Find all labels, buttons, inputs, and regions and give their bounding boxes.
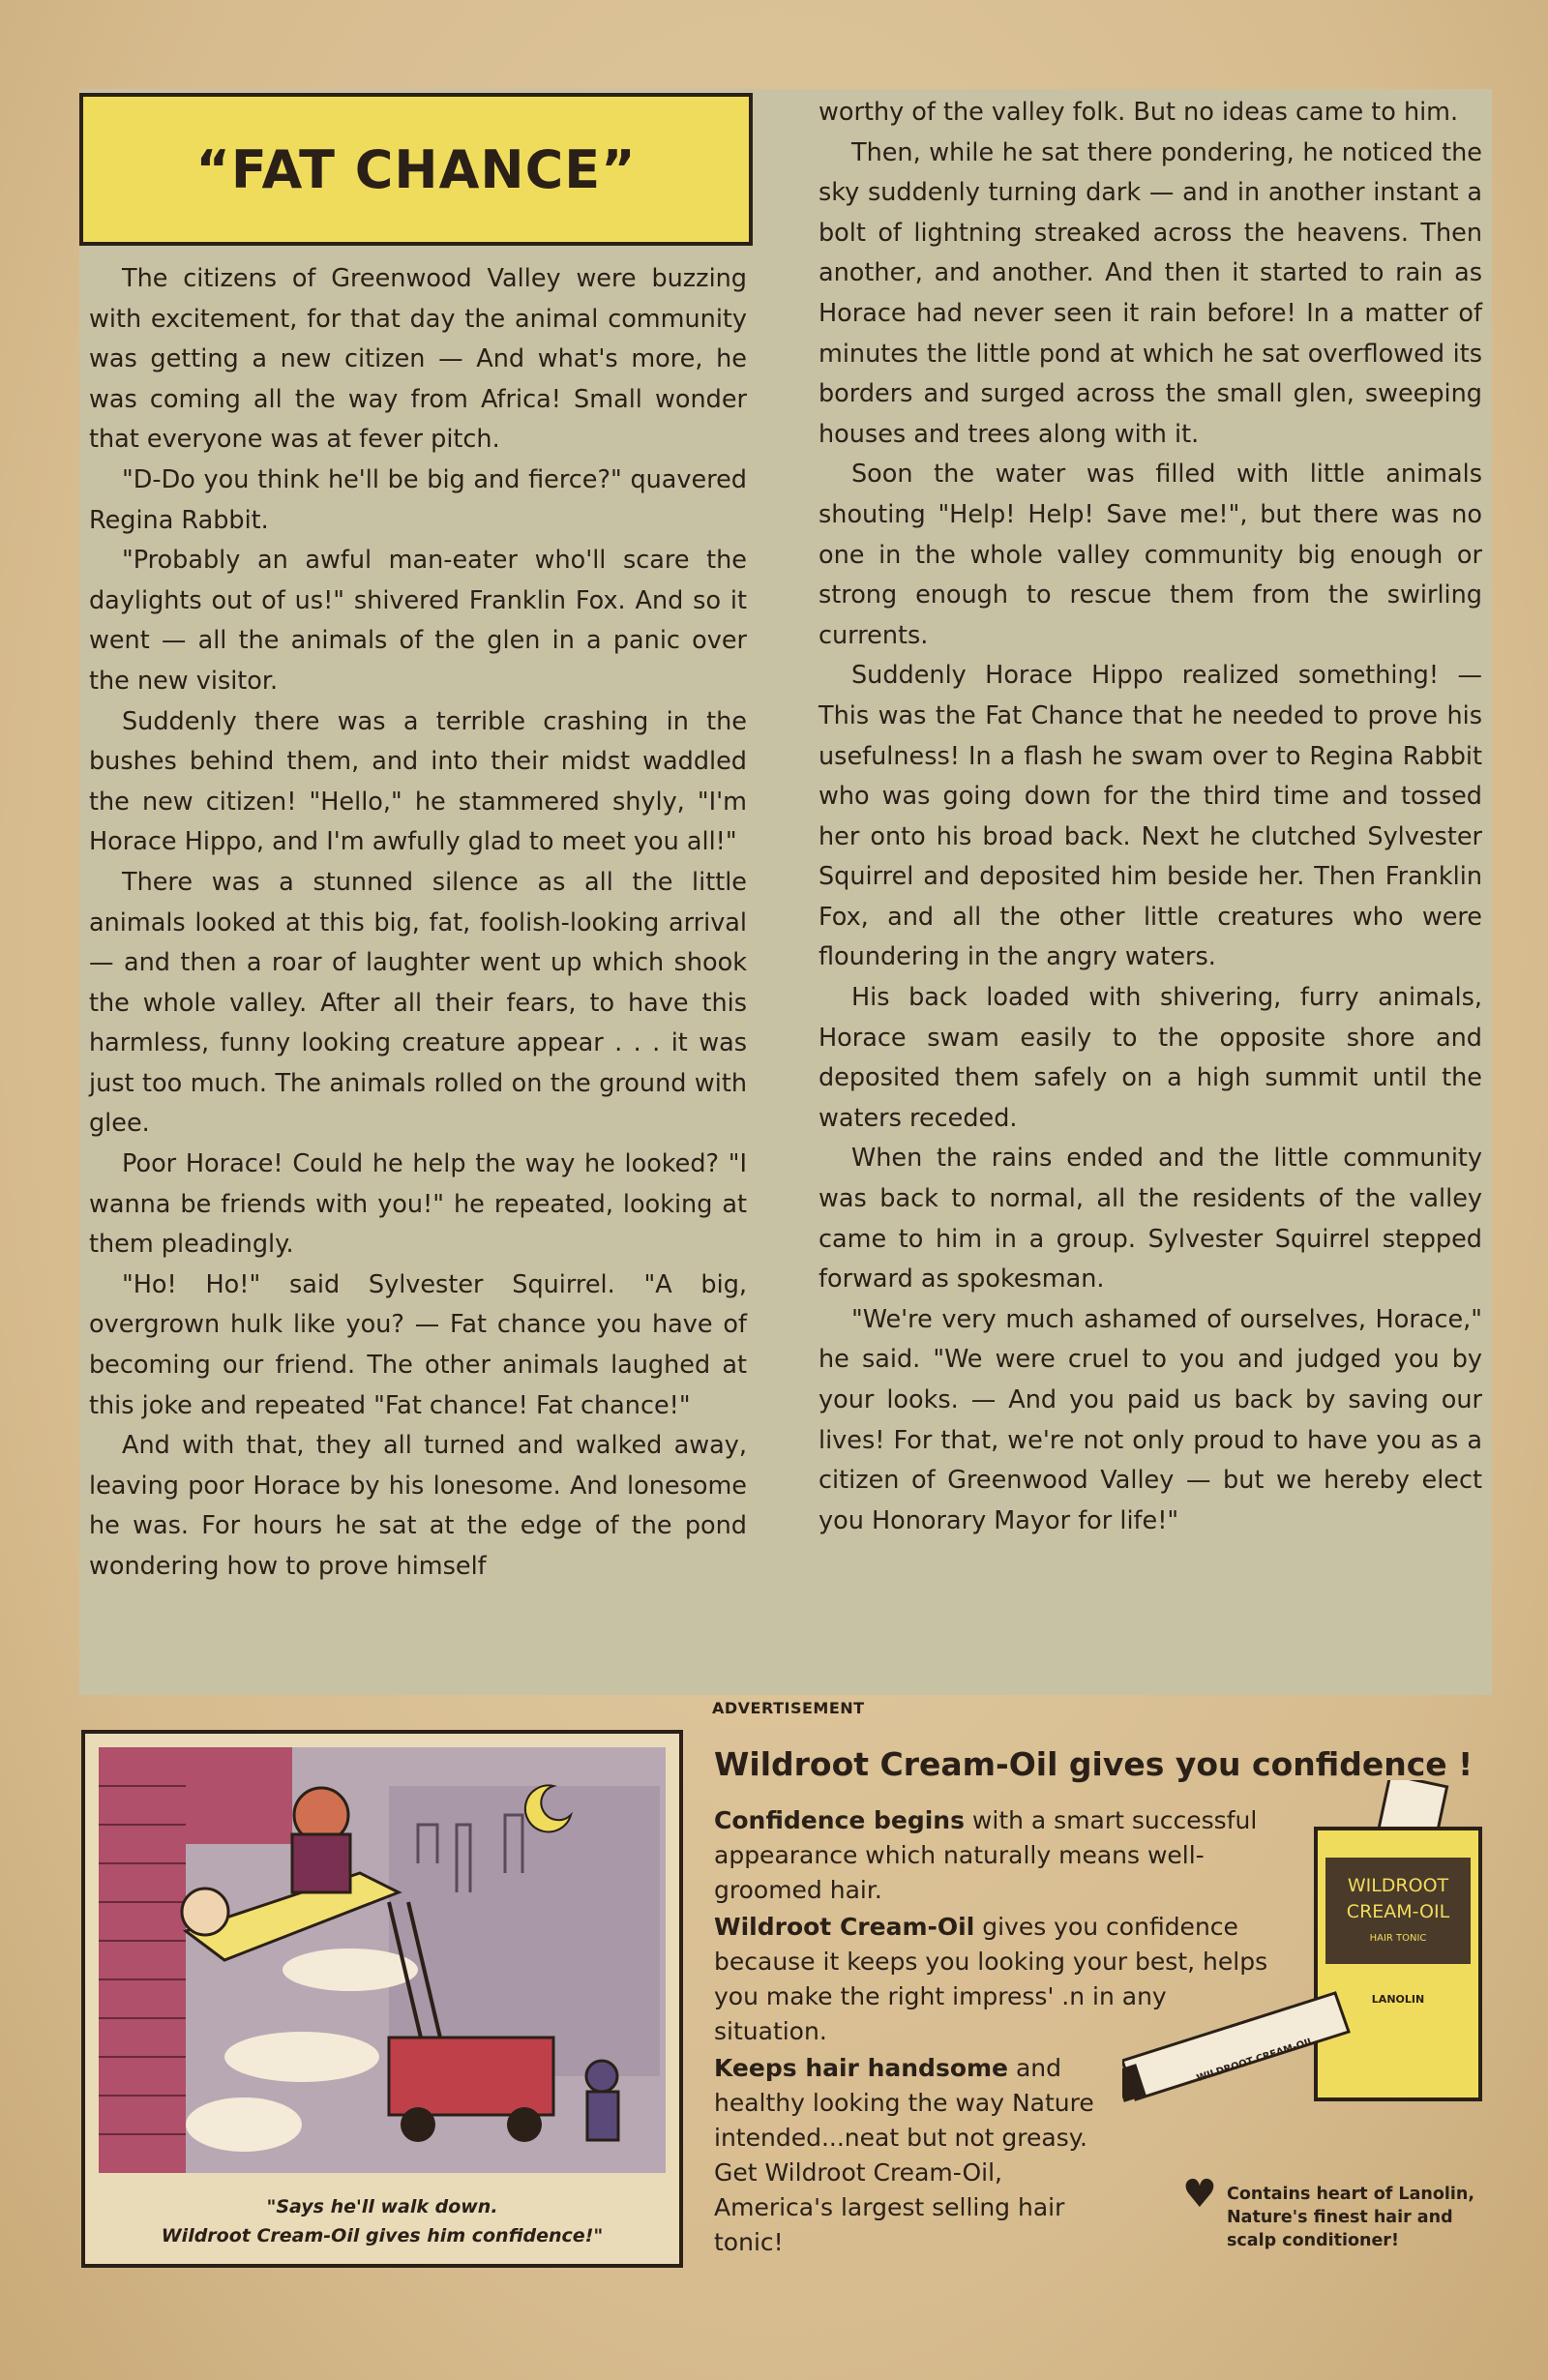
story-paragraph: Suddenly Horace Hippo realized something! — This was the Fat Chance that he needed to prove his usefulness! In a flash he swam over to Regina Rabbit who was going down for the third time and tossed her onto his broad back. Next he clutched Sylvester Squirrel and deposited him beside her. Then Franklin Fox, and all the other little creatures who were floundering in the angry waters.: [819, 661, 1482, 972]
caption-line: Wildroot Cream-Oil gives him confidence!": [161, 2225, 604, 2246]
ad-body-text: and healthy looking the way Nature intended...neat but not greasy. Get Wildroot Cream-Oil, America's largest selling hair tonic!: [714, 2054, 1094, 2256]
story-paragraph: "Probably an awful man-eater who'll scare the daylights out of us!" shivered Franklin Fox. And so it went — all the animals of the glen in a panic over the new visitor.: [89, 546, 747, 696]
tube-label-text: WILDROOT CREAM-OIL: [1195, 2036, 1316, 2085]
lanolin-note: Contains heart of Lanolin, Nature's finest hair and scalp conditioner!: [1227, 2185, 1474, 2250]
story-paragraph: When the rains ended and the little community was back to normal, all the residents of the valley came to him in a group. Sylvester Squirrel stepped forward as spokesman.: [819, 1144, 1482, 1294]
ad-bold-lead: Keeps hair handsome: [714, 2054, 1009, 2082]
bottle-tonic-text: HAIR TONIC: [1369, 1933, 1427, 1944]
fire-escape-illustration: [99, 1747, 666, 2173]
story-right-column: [819, 93, 1482, 1541]
bottle-brand-text: WILDROOT: [1347, 1875, 1449, 1896]
bottle-and-tube-illustration: [1122, 1780, 1500, 2167]
story-title: “FAT CHANCE”: [195, 138, 637, 200]
bottle-product-text: CREAM-OIL: [1346, 1901, 1450, 1922]
story-paragraph: "We're very much ashamed of ourselves, Horace," he said. "We were cruel to you and judged you by your looks. — And you paid us back by saving our lives! For that, we're not only proud to have you as a citizen of Greenwood Valley — but we hereby elect you Honorary Mayor for life!": [819, 1304, 1482, 1535]
bottle-lanolin-text: LANOLIN: [1371, 1993, 1425, 2006]
ad-bold-lead: Wildroot Cream-Oil: [714, 1913, 975, 1941]
ad-body-text: with a smart successful appearance which naturally means well-groomed hair.: [714, 1806, 1258, 1904]
ad-panel-caption: [104, 2192, 660, 2250]
caption-line: "Says he'll walk down.: [266, 2196, 498, 2217]
story-paragraph: Suddenly there was a terrible crashing in the bushes behind them, and into their midst waddled the new citizen! "Hello," he stammered shyly, "I'm Horace Hippo, and I'm awfully glad to meet you all!": [89, 706, 747, 857]
story-paragraph: The citizens of Greenwood Valley were buzzing with excitement, for that day the animal community was getting a new citizen — And what's more, he was coming all the way from Africa! Small wonder that everyone was at fever pitch.: [89, 264, 747, 455]
story-paragraph: There was a stunned silence as all the little animals looked at this big, fat, foolish-looking arrival — and then a roar of laughter went up which shook the whole valley. After all their fears, to have this harmless, funny looking creature appear . . . it was just too much. The animals rolled on the ground with glee.: [89, 867, 747, 1139]
story-paragraph: Poor Horace! Could he help the way he looked? "I wanna be friends with you!" he repeated, looking at them pleadingly.: [89, 1149, 747, 1260]
story-paragraph: "Ho! Ho!" said Sylvester Squirrel. "A big, overgrown hulk like you? — Fat chance you have of becoming our friend. The other animals laughed at this joke and repeated "Fat chance! Fat chance!": [89, 1269, 747, 1420]
advertisement-label: ADVERTISEMENT: [712, 1699, 865, 1717]
story-paragraph: Soon the water was filled with little animals shouting "Help! Help! Save me!", but there was no one in the whole valley community big enough or strong enough to rescue them from the swirling currents.: [819, 460, 1482, 650]
heart-icon: ♥: [1182, 2172, 1217, 2216]
ad-paragraph: [714, 2051, 1111, 2262]
story-paragraph-continuation: worthy of the valley folk. But no ideas came to him.: [819, 98, 1459, 127]
ad-comic-panel: [81, 1730, 683, 2268]
story-paragraph: "D-Do you think he'll be big and fierce?" quavered Regina Rabbit.: [89, 464, 747, 535]
ad-bold-lead: Confidence begins: [714, 1806, 965, 1834]
ad-body-text: gives you confidence because it keeps you looking your best, helps you make the right impress' .n in any situation.: [714, 1913, 1268, 2045]
story-paragraph: Then, while he sat there pondering, he noticed the sky suddenly turning dark — and in another instant a bolt of lightning streaked across the heavens. Then another, and another. And then it started to rain as Horace had never seen it rain before! In a matter of minutes the little pond at which he sat overflowed its borders and surged across the small glen, sweeping houses and trees along with it.: [819, 137, 1482, 449]
story-paragraph: And with that, they all turned and walked away, leaving poor Horace by his lonesome. And lonesome he was. For hours he sat at the edge of the pond wondering how to prove himself: [89, 1431, 747, 1581]
story-paragraph: His back loaded with shivering, furry animals, Horace swam easily to the opposite shore and deposited them safely on a high summit until the waters receded.: [819, 983, 1482, 1133]
story-left-column: [89, 259, 747, 1588]
story-title-box: [79, 93, 753, 246]
ad-headline: Wildroot Cream-Oil gives you confidence !: [714, 1745, 1474, 1783]
